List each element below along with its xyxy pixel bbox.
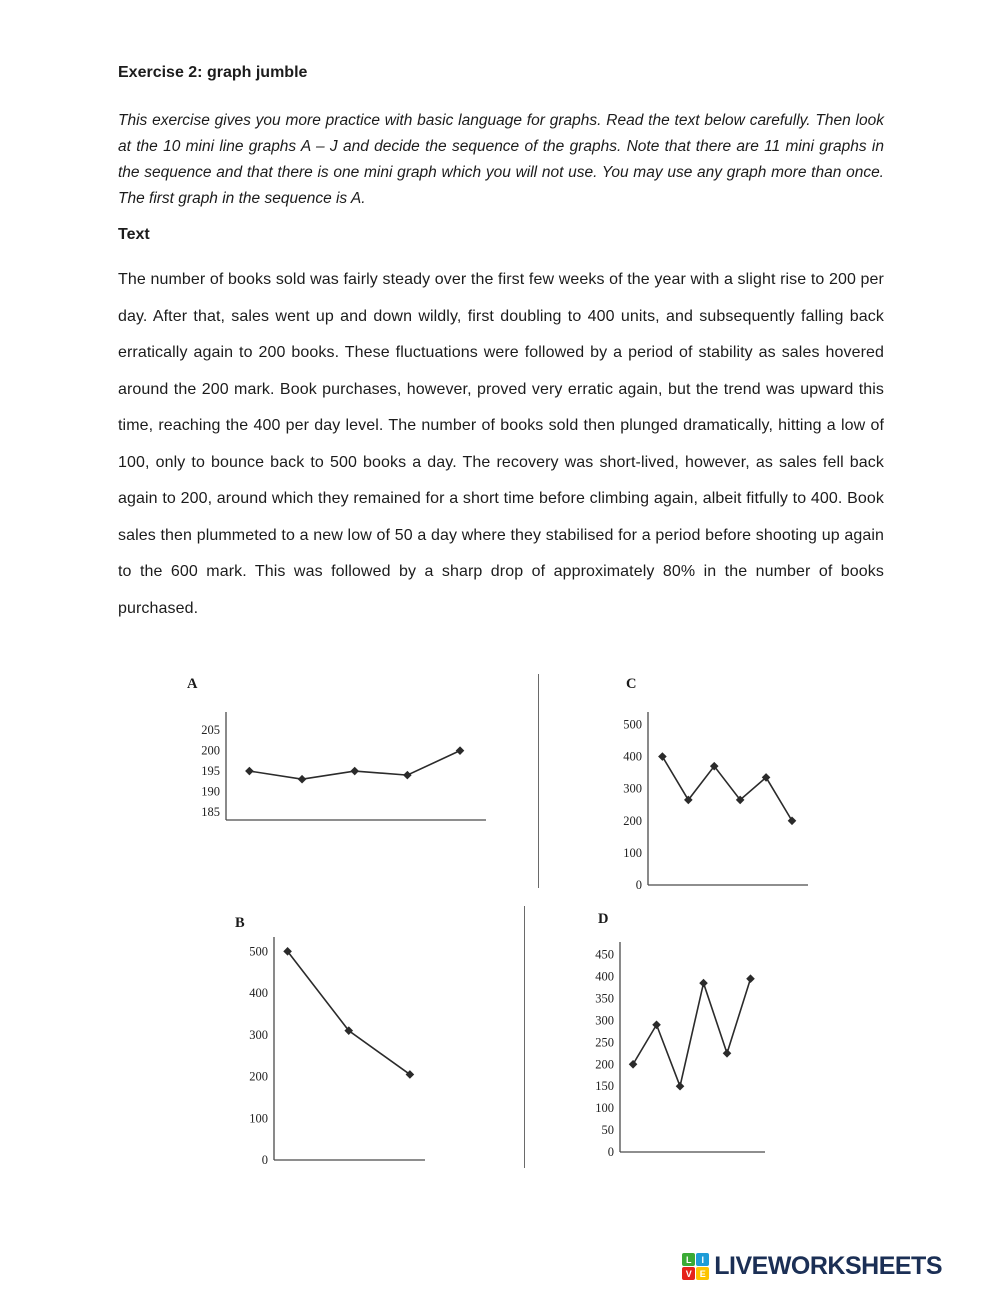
liveworksheets-grid-icon [682, 1253, 709, 1280]
logo-tile-e: E [696, 1267, 709, 1280]
graph-b-label: B [235, 915, 245, 931]
graph-c-label: C [626, 676, 637, 692]
svg-text:400: 400 [249, 986, 268, 1001]
reading-passage: The number of books sold was fairly steady over the first few weeks of the year with a slight rise to 200 per day. After that, sales went up and down wildly, first doubling to 400 units, and subsequently falling back erratically again to 200 books. These fluctuations were followed by a period of stability as sales hovered around the 200 mark. Book purchases, however, proved very erratic again, but the trend was upward this time, reaching the 400 per day level. The number of books sold then plunged dramatically, hitting a low of 100, only to bounce back to 500 books a day. The recovery was short-lived, however, as sales fell back again to 200, around which they remained for a short time before climbing again, albeit fitfully to 400. Book sales then plummeted to a new low of 50 a day where they stabilised for a period before shooting up again to the 600 mark. This was followed by a sharp drop of approximately 80% in the number of books purchased. [118, 271, 884, 617]
svg-text:205: 205 [201, 723, 220, 738]
svg-text:400: 400 [623, 749, 642, 764]
svg-text:200: 200 [249, 1069, 268, 1084]
chart-canvas-d [588, 903, 848, 1165]
svg-text:200: 200 [201, 743, 220, 758]
svg-text:300: 300 [623, 781, 642, 796]
svg-text:190: 190 [201, 784, 220, 799]
text-heading: Text [118, 226, 150, 243]
svg-text:100: 100 [595, 1101, 614, 1116]
svg-text:200: 200 [595, 1057, 614, 1072]
svg-text:250: 250 [595, 1035, 614, 1050]
svg-text:400: 400 [595, 969, 614, 984]
logo-tile-v: V [682, 1267, 695, 1280]
divider-bottom [524, 906, 525, 1168]
graph-d-label: D [598, 911, 609, 927]
svg-text:350: 350 [595, 991, 614, 1006]
svg-text:100: 100 [623, 845, 642, 860]
svg-text:0: 0 [261, 1153, 268, 1167]
chart-canvas-b [228, 903, 503, 1175]
svg-text:500: 500 [623, 717, 642, 732]
logo-tile-i: I [696, 1253, 709, 1266]
logo-tile-l: L [682, 1253, 695, 1266]
svg-text:50: 50 [601, 1123, 614, 1138]
svg-text:185: 185 [201, 804, 220, 819]
svg-text:195: 195 [201, 764, 220, 779]
svg-text:450: 450 [595, 947, 614, 962]
graph-a-label: A [187, 676, 198, 692]
divider-top [538, 674, 539, 888]
svg-text:0: 0 [607, 1145, 614, 1159]
mini-graph-a [178, 668, 508, 860]
svg-text:100: 100 [249, 1111, 268, 1126]
chart-canvas-c [600, 668, 845, 895]
svg-text:150: 150 [595, 1079, 614, 1094]
svg-text:200: 200 [623, 813, 642, 828]
exercise-title: Exercise 2: graph jumble [118, 64, 308, 81]
mini-graph-b [228, 903, 503, 1175]
liveworksheets-logo[interactable] [682, 1252, 942, 1281]
svg-text:300: 300 [249, 1027, 268, 1042]
exercise-instructions: This exercise gives you more practice with basic language for graphs. Read the text below carefully. Then look at the 10 mini line graphs A – J and decide the sequence of the graphs. Note that there are 11 mini graphs in the sequence and that there is one mini graph which you will not use. You may use any graph more than once. The first graph in the sequence is A. [118, 112, 884, 207]
svg-text:0: 0 [635, 878, 642, 892]
svg-text:300: 300 [595, 1013, 614, 1028]
mini-graph-c [600, 668, 845, 895]
chart-canvas-a [178, 668, 508, 860]
mini-graph-d [588, 903, 848, 1165]
liveworksheets-wordmark: LIVEWORKSHEETS [714, 1252, 942, 1280]
svg-text:500: 500 [249, 944, 268, 959]
